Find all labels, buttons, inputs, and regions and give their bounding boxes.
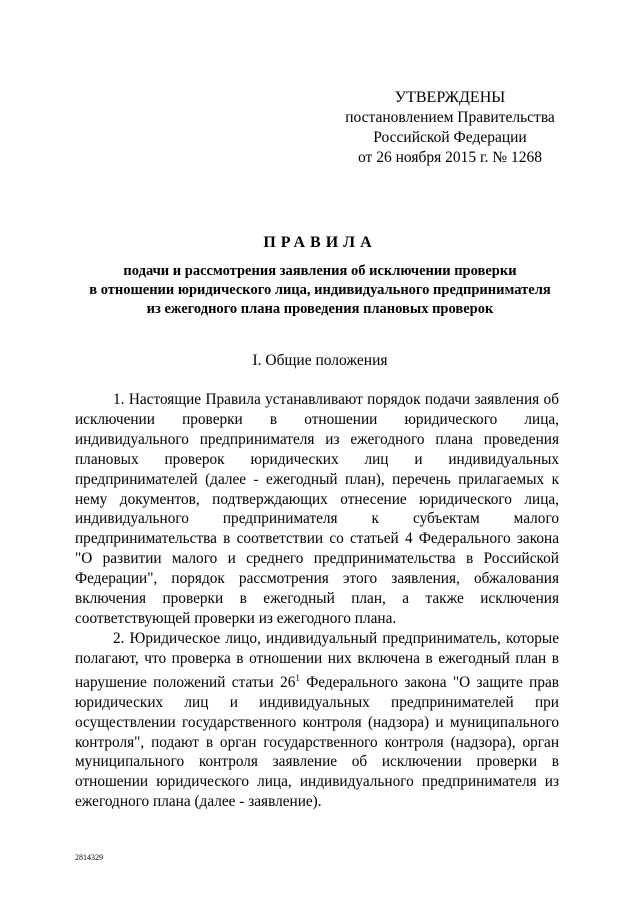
subtitle-line-2: в отношении юридического лица, индивидуального предпринимателя [89,282,551,298]
approval-line-3: от 26 ноября 2015 г. № 1268 [358,149,542,166]
paragraph-2 [75,629,559,812]
body-text [75,390,559,812]
paragraph-1: 1. Настоящие Правила устанавливают порядок подачи заявления об исключении проверки в отношении юридического лица, индивидуального предпринимателя из ежегодного плана проведения плановых проверок юридических лиц и индивидуальных предпринимателей (далее - ежегодный план), перечень прилагаемых к нему документов, подтверждающих отнесение юридического лица, индивидуального предпринимателя к субъектам малого предпринимательства в соответствии со статьей 4 Федерального закона "О развитии малого и среднего предпринимательства в Российской Федерации", порядок рассмотрения этого заявления, обжалования включения проверки в ежегодный план, а также исключения соответствующей проверки из ежегодного плана. [75,391,559,627]
subtitle-line-1: подачи и рассмотрения заявления об исключении проверки [123,263,517,279]
paragraph-2-superscript: 1 [295,672,300,683]
document-code: 2814329 [75,853,103,862]
approval-line-1: постановлением Правительства [345,109,555,126]
approval-block [330,88,570,168]
approval-line-2: Российской Федерации [373,129,527,146]
approval-heading: УТВЕРЖДЕНЫ [394,89,506,106]
document-subtitle [60,262,580,319]
document-title: ПРАВИЛА [263,234,377,251]
paragraph-2-start: 2. Юридическое лицо, индивидуальный предприниматель, которые полагают, что проверка в отношении них включена в ежегодный план в нарушение положений статьи 26 [75,629,559,691]
subtitle-line-3: из ежегодного плана проведения плановых проверок [146,301,494,317]
section-heading: I. Общие положения [252,352,388,369]
paragraph-2-end: Федерального закона "О защите прав юридических лиц и индивидуальных предпринимателей при осуществлении государственного контроля (надзора) и муниципального контроля", подают в орган государственного контроля (надзора), орган муниципального контроля заявление об исключении проверки в отношении юридического лица, индивидуального предпринимателя из ежегодного плана (далее - заявление). [75,673,559,811]
